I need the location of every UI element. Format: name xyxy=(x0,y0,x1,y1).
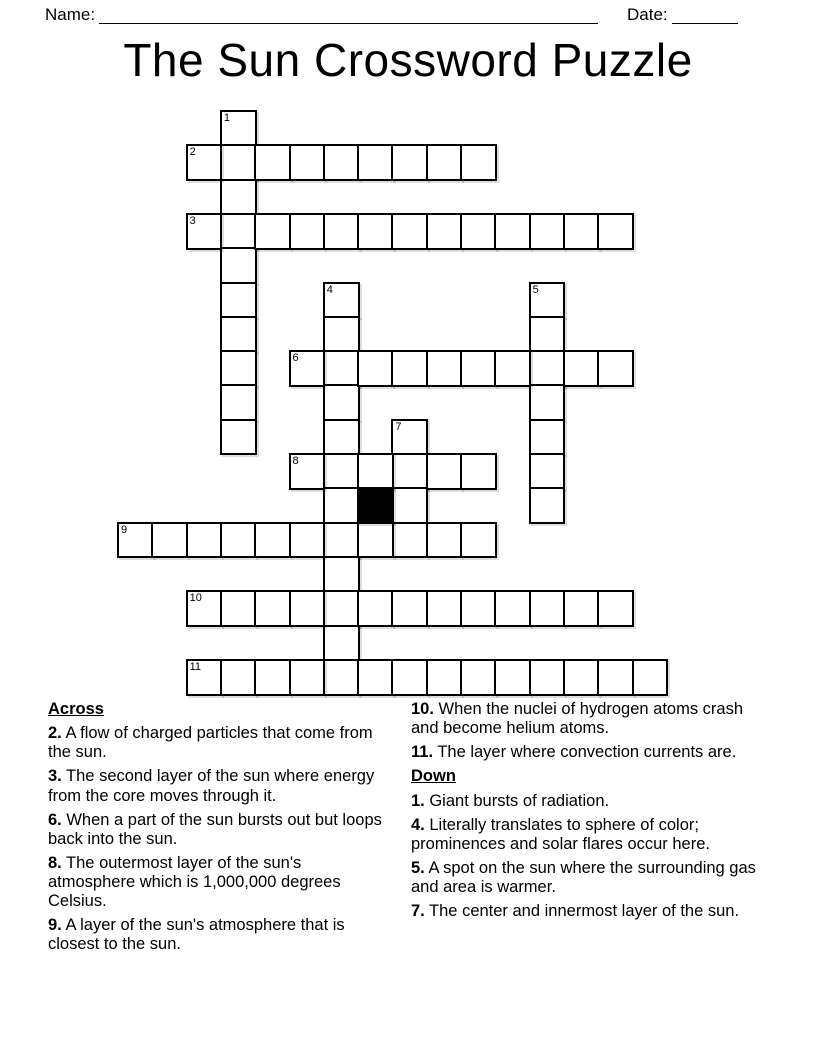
clue-item-number: 11. xyxy=(411,743,434,762)
clues-heading-down: Down xyxy=(411,767,456,786)
clue-item-number: 10. xyxy=(411,700,434,718)
grid-cell xyxy=(460,522,497,559)
clue-number: 1 xyxy=(223,112,231,124)
grid-cell xyxy=(597,213,634,250)
clue-item: 6. When a part of the sun bursts out but loops back into the sun. xyxy=(48,810,382,848)
clue-item-number: 2. xyxy=(48,724,62,743)
grid-cell xyxy=(391,659,428,696)
grid-cell xyxy=(460,350,497,387)
grid-cell xyxy=(529,419,566,456)
grid-cell xyxy=(391,419,428,456)
grid-cell xyxy=(323,453,360,490)
grid-cell xyxy=(529,590,566,627)
grid-cell xyxy=(323,556,360,593)
black-cell xyxy=(357,487,394,524)
clue-item-number: 9. xyxy=(48,916,62,935)
grid-cell xyxy=(254,590,291,627)
clue-number: 11 xyxy=(189,660,202,673)
grid-cell xyxy=(220,659,257,696)
grid-cell xyxy=(563,350,600,387)
clue-item-number: 8. xyxy=(48,853,62,872)
grid-cell xyxy=(357,659,394,696)
grid-cell xyxy=(254,144,291,181)
grid-cell xyxy=(357,213,394,250)
clues-heading-across: Across xyxy=(48,700,104,718)
grid-cell xyxy=(426,144,463,181)
clue-item: 5. A spot on the sun where the surrounding gas and area is warmer. xyxy=(411,858,756,896)
clue-item: 1. Giant bursts of radiation. xyxy=(411,791,610,810)
grid-cell xyxy=(529,487,566,524)
name-line xyxy=(99,7,598,24)
grid-cell xyxy=(597,350,634,387)
grid-cell xyxy=(460,659,497,696)
grid-cell xyxy=(323,316,360,353)
grid-cell xyxy=(220,522,257,559)
grid-cell xyxy=(186,213,223,250)
grid-cell xyxy=(426,453,463,490)
grid-cell xyxy=(357,350,394,387)
clue-number: 8 xyxy=(292,455,299,467)
grid-cell xyxy=(391,487,428,524)
grid-cell xyxy=(323,384,360,421)
clue-number: 5 xyxy=(532,283,539,296)
grid-cell xyxy=(494,350,531,387)
grid-cell xyxy=(323,659,360,696)
clue-item-number: 3. xyxy=(48,767,62,786)
grid-cell xyxy=(563,213,600,250)
grid-cell xyxy=(289,350,326,387)
clue-item-number: 1. xyxy=(411,791,425,810)
clue-item-number: 6. xyxy=(48,810,62,829)
grid-cell xyxy=(632,659,669,696)
grid-cell xyxy=(151,522,188,559)
clue-number: 2 xyxy=(189,146,196,159)
grid-cell xyxy=(357,144,394,181)
grid-cell xyxy=(563,659,600,696)
grid-cell xyxy=(220,144,257,181)
clues-column-left xyxy=(48,700,392,960)
grid-cell xyxy=(323,144,360,181)
grid-cell xyxy=(186,522,223,559)
grid-cell xyxy=(186,590,223,627)
grid-cell xyxy=(323,522,360,559)
grid-cell xyxy=(426,213,463,250)
grid-cell xyxy=(357,522,394,559)
grid-cell xyxy=(529,350,566,387)
grid-cell xyxy=(323,350,360,387)
grid-cell xyxy=(289,659,326,696)
clue-item: 4. Literally translates to sphere of color; prominences and solar flares occur here. xyxy=(411,815,710,853)
grid-cell xyxy=(254,213,291,250)
grid-cell xyxy=(391,144,428,181)
clue-number: 6 xyxy=(292,352,299,365)
grid-cell xyxy=(220,316,257,353)
clue-item: 3. The second layer of the sun where energy from the core moves through it. xyxy=(48,767,375,805)
grid-cell xyxy=(529,213,566,250)
grid-cell xyxy=(597,590,634,627)
grid-cell xyxy=(529,659,566,696)
grid-cell xyxy=(460,213,497,250)
grid-cell xyxy=(323,419,360,456)
grid-cell xyxy=(254,659,291,696)
clue-item: 10. When the nuclei of hydrogen atoms crash and become helium atoms. xyxy=(411,700,744,738)
grid-cell xyxy=(426,522,463,559)
grid-cell xyxy=(186,659,223,696)
clue-item-number: 5. xyxy=(411,858,425,877)
grid-cell xyxy=(220,110,257,147)
grid-cell xyxy=(220,213,257,250)
grid-cell xyxy=(220,419,257,456)
clue-item: 8. The outermost layer of the sun's atmosphere which is 1,000,000 degrees Celsius. xyxy=(48,853,341,911)
clue-item-number: 4. xyxy=(411,815,425,834)
clue-item-number: 7. xyxy=(411,902,425,921)
name-label: Name: xyxy=(45,5,96,24)
grid-cell xyxy=(597,659,634,696)
grid-cell xyxy=(494,213,531,250)
grid-cell xyxy=(323,487,360,524)
grid-cell xyxy=(357,590,394,627)
grid-cell xyxy=(426,590,463,627)
clue-number: 4 xyxy=(326,283,333,296)
grid-cell xyxy=(529,316,566,353)
grid-cell xyxy=(323,625,360,662)
grid-cell xyxy=(289,522,326,559)
grid-cell xyxy=(220,179,257,216)
clue-number: 9 xyxy=(121,523,128,536)
grid-cell xyxy=(220,384,257,421)
grid-cell xyxy=(186,144,223,181)
grid-cell xyxy=(391,213,428,250)
grid-cell xyxy=(529,384,566,421)
clues-column-right xyxy=(411,700,767,926)
grid-cell xyxy=(391,350,428,387)
date-label: Date: xyxy=(627,5,668,24)
grid-cell xyxy=(391,453,428,490)
grid-cell xyxy=(460,590,497,627)
grid-cell xyxy=(289,453,326,490)
grid-cell xyxy=(323,282,360,319)
grid-cell xyxy=(460,453,497,490)
page-title: The Sun Crossword Puzzle xyxy=(123,34,693,86)
grid-cell xyxy=(391,522,428,559)
clue-number: 3 xyxy=(189,214,196,227)
grid-cell xyxy=(323,213,360,250)
grid-cell xyxy=(323,590,360,627)
clue-number: 10 xyxy=(189,592,202,605)
grid-cell xyxy=(220,590,257,627)
clue-item: 9. A layer of the sun's atmosphere that is closest to the sun. xyxy=(48,916,345,954)
clue-item: 11. The layer where convection currents are. xyxy=(411,743,737,762)
date-line xyxy=(672,7,738,24)
grid-cell xyxy=(254,522,291,559)
grid-cell xyxy=(220,282,257,319)
grid-cell xyxy=(426,659,463,696)
grid-cell xyxy=(529,282,566,319)
grid-cell xyxy=(426,350,463,387)
grid-cell xyxy=(494,659,531,696)
grid-cell xyxy=(494,590,531,627)
grid-cell xyxy=(289,213,326,250)
clue-item: 2. A flow of charged particles that come from the sun. xyxy=(48,724,373,762)
grid-cell xyxy=(391,590,428,627)
clue-number: 7 xyxy=(395,420,402,433)
grid-cell xyxy=(357,453,394,490)
grid-cell xyxy=(117,522,154,559)
grid-cell xyxy=(220,247,257,284)
grid-cell xyxy=(460,144,497,181)
grid-cell xyxy=(529,453,566,490)
grid-cell xyxy=(220,350,257,387)
grid-cell xyxy=(289,590,326,627)
grid-cell xyxy=(563,590,600,627)
grid-cell xyxy=(289,144,326,181)
clue-item: 7. The center and innermost layer of the sun. xyxy=(411,902,740,921)
